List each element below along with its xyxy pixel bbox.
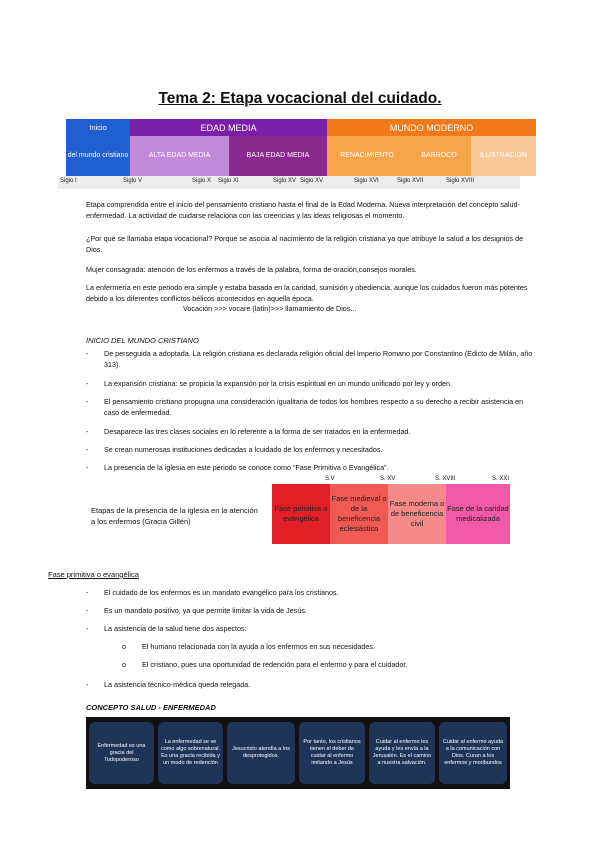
list-item: De perseguida a adoptada. La religión cristiana es declarada religión oficial del Imperio Romano por Constantino (Edicto de Milán, año 313). xyxy=(104,349,533,369)
vocacion-line: Vocación >>> vocare (latín)>>> llamamiento de Dios... xyxy=(183,304,357,313)
bullet-marker: - xyxy=(86,445,89,454)
mundo-moderno-label: MUNDO MODERNO xyxy=(389,122,474,133)
bullet-marker: - xyxy=(86,588,89,597)
concept-box xyxy=(227,722,295,784)
century-label: S. XVIII xyxy=(435,476,456,482)
century-label: S. XXI xyxy=(492,476,510,482)
phase-label: Fase moderna o de beneficencia civil xyxy=(389,499,445,528)
del-mundo-label: del mundo cristiano xyxy=(67,152,129,159)
cell-baja xyxy=(229,136,327,176)
section-heading: INICIO DEL MUNDO CRISTIANO xyxy=(86,336,199,345)
phase-primitiva xyxy=(272,484,330,544)
list-item: El cuidado de los enfermos es un mandato evangélico para los cristianos. xyxy=(104,588,339,597)
concept-box-text: La enfermedad se ve como algo sobrenatural. Es una gracia recibida y un modo de redención xyxy=(161,739,221,766)
timeline-label: Siglo I xyxy=(60,178,77,184)
cell-renacimiento xyxy=(327,136,407,176)
timeline-label: Siglo XVII xyxy=(397,178,424,184)
concept-box-text: Cuidar al enfermo les ayuda y les envía a la Jerusalén. Es el camino a nuestra salvación. xyxy=(372,739,432,766)
list-item: La asistencia técnico-médica queda relegada. xyxy=(104,680,251,689)
bullet-marker: - xyxy=(86,463,89,472)
phase-label: Fase medieval o de la beneficencia eclesiástico xyxy=(331,494,387,533)
etapas-label: Etapas de la presencia de la iglesia en la atención a los enfermos (Gracia Gillén) xyxy=(91,506,258,526)
concepto-heading: CONCEPTO SALUD - ENFERMEDAD xyxy=(86,703,216,712)
intro-paragraph: Etapa comprendida entre el inicio del pensamiento cristiano hasta el final de la Edad Moderna. Nueva interpretación del concepto salud-enfermedad. La actividad de cuidarse relaciona con las creencias y las ideas religiosas el momento. xyxy=(86,200,520,220)
timeline-label: Siglo X xyxy=(192,178,212,184)
phase-label: Fase de la caridad medicalizada xyxy=(447,504,509,523)
bullet-marker: - xyxy=(86,379,89,388)
page-title: Tema 2: Etapa vocacional del cuidado. xyxy=(158,90,442,107)
list-item: Desaparece las tres clases sociales en lo referente a la forma de ser tratados en la enfermedad. xyxy=(104,427,411,436)
intro-paragraph: Mujer consagrada: atención de los enfermos a través de la palabra, forma de oración,consejos morales. xyxy=(86,265,417,274)
cell-del-mundo xyxy=(66,136,130,176)
concept-box xyxy=(369,722,435,784)
concept-box xyxy=(439,722,507,784)
concept-box xyxy=(89,722,154,784)
cell-barroco xyxy=(407,136,471,176)
intro-paragraph: La enfermería en este periodo era simple y estaba basada en la caridad, sumisión y obediencia, aunque los cuidados fueron más potentes debido a los diferentes conflictos bélicos acontecidos en aquella época. xyxy=(86,283,528,303)
list-item: Es un mandato positivo, ya que permite limitar la vida de Jesús. xyxy=(104,606,307,615)
timeline-label: Siglo XV xyxy=(300,178,324,184)
bullet-marker: - xyxy=(86,680,89,689)
intro-question: ¿Por qué se llamaba etapa vocacional? Porque se asocia al nacimiento de la religión cristiana ya que atribuye la salud a los designios de Dios. xyxy=(86,234,524,254)
concept-box xyxy=(299,722,365,784)
sub-bullet-marker: o xyxy=(122,660,126,669)
list-item: El pensamiento cristiano propugna una consideración igualitaria de todos los hombres respecto a su derecho a recibir asistencia en caso de enfermedad. xyxy=(104,397,524,417)
concept-box xyxy=(158,722,223,784)
concept-box-text: Cuidar al enfermo ayuda a la comunicación con Dios. Curan a los enfermos y moribundos xyxy=(442,739,504,766)
fase-heading: Fase primitiva o evangélica xyxy=(48,570,139,579)
edad-media-label: EDAD MEDIA xyxy=(200,122,257,133)
list-item: La expansión cristiana: se propicia la expansión por la crisis espiritual en un mundo unificado por ley y orden. xyxy=(104,379,452,388)
timeline-label: Siglo XV xyxy=(273,178,297,184)
timeline-label: Siglo V xyxy=(123,178,143,184)
bullet-marker: - xyxy=(86,624,89,633)
phase-caridad xyxy=(446,484,510,544)
cell-ilustracion xyxy=(471,136,536,176)
timeline-label: Siglo XVIII xyxy=(446,178,475,184)
century-label: S.V xyxy=(325,476,335,482)
sub-bullet-marker: o xyxy=(122,642,126,651)
cell-mundo-moderno xyxy=(327,119,536,136)
concept-box-text: Por tanto, los cristianos tienen el deber de cuidar al enfermo imitando a Jesús xyxy=(303,739,361,766)
bullet-marker: - xyxy=(86,349,89,358)
cell-inicio xyxy=(66,119,130,136)
phase-medieval xyxy=(330,484,388,544)
renacimiento-label: RENACIMIENTO xyxy=(340,152,394,159)
cell-alta xyxy=(130,136,229,176)
list-item: La presencia de la iglesia en este periodo se conoce como “Fase Primitiva o Evangélica”. xyxy=(104,463,389,472)
ilustracion-label: ILUSTRACIÓN xyxy=(479,152,528,159)
inicio-label: Inicio xyxy=(89,122,107,132)
bullet-marker: - xyxy=(86,427,89,436)
list-item: La asistencia de la salud tiene dos aspectos: xyxy=(104,624,247,633)
bullet-marker: - xyxy=(86,397,89,406)
concept-box-text: Enfermedad es una gracia del Todopoderoso xyxy=(97,742,146,763)
century-label: S. XV xyxy=(380,476,396,482)
barroco-label: BARROCO xyxy=(421,152,457,159)
alta-label: ALTA EDAD MEDIA xyxy=(148,152,211,159)
baja-label: BAJA EDAD MEDIA xyxy=(246,152,310,159)
timeline-label: Siglo XVI xyxy=(354,178,379,184)
phase-label: Fase primitiva o evangélica xyxy=(274,504,328,523)
bullet-marker: - xyxy=(86,606,89,615)
sub-list-item: El cristiano, pues una oportunidad de redención para el enfermo y para el cuidador. xyxy=(142,660,408,669)
cell-edad-media xyxy=(130,119,327,136)
sub-list-item: El humano relacionada con la ayuda a los enfermos en sus necesidades. xyxy=(142,642,375,651)
timeline-label: Siglo XI xyxy=(218,178,239,184)
concept-box-text: Jesucristo atendía a los desprotegidos. xyxy=(232,746,290,759)
phase-moderna xyxy=(388,484,446,544)
list-item: Se crean numerosas instituciones dedicadas a lcuidado de los enfermos y necesitados. xyxy=(104,445,383,454)
